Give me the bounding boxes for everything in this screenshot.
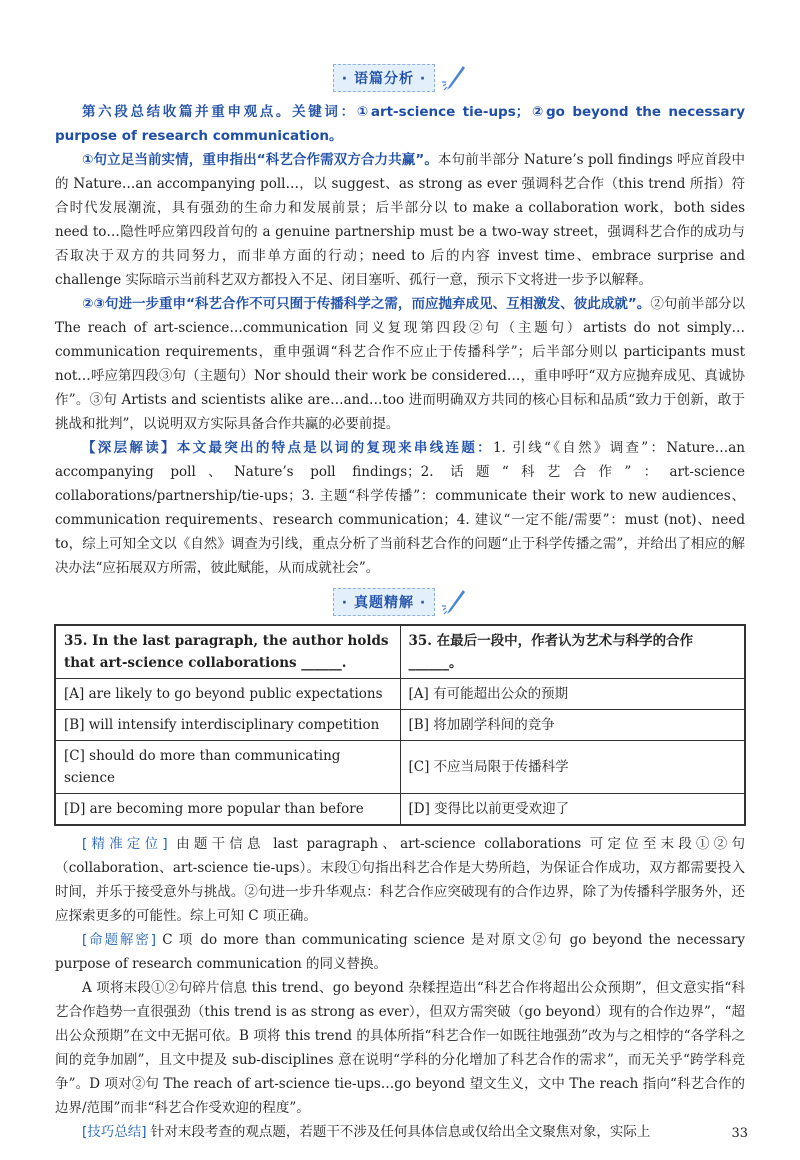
question-secret: [命题解密] C 项 do more than communicating science 是对原文②句 go beyond the necessary purpose of research communication 的同义替换。: [55, 932, 745, 972]
option-row: [D] are becoming more popular than before [D] 变得比以前更受欢迎了: [55, 794, 745, 826]
skill-summary: [技巧总结] 针对末段考查的观点题，若题干不涉及任何具体信息或仅给出全文聚焦对象，实际上: [82, 1124, 651, 1140]
section-heading-solution: [55, 586, 745, 618]
question-table: [54, 624, 746, 826]
precise-location: [精准定位] 由题干信息 last paragraph、art-science collaborations 可定位至末段①②句（collaboration、art-science tie-ups）。末段①句指出科艺合作是大势所趋，为保证合作成功，双方都需要投入时间，并乐于接受意外与挑战。②句进一步升华观点：科艺合作应突破现有的合作边界，除了为传播科学服务外，还应探索更多的可能性。综上可知 C 项正确。: [55, 836, 745, 924]
option-row: [A] are likely to go beyond public expectations [A] 有可能超出公众的预期: [55, 679, 745, 710]
option-row: [C] should do more than communicating science [C] 不应当局限于传播科学: [55, 741, 745, 794]
analysis-paragraph-2: ②③句进一步重申“科艺合作不可只囿于传播科学之需，而应抛弃成见、互相激发、彼此成就”。②句前半部分以 The reach of art-science…communication 同义复现第四段②句（主题句）artists do not simply…communication requirements，重申强调“科艺合作不应止于传播科学”；后半部分则以 participants must not…呼应第四段③句（主题句）Nor should their work be considered…，重申呼吁“双方应抛弃成见、真诚协作”。③句 Artists and scientists alike are…and…too 进而明确双方共同的核心目标和品质“致力于创新，敢于挑战和批判”，以说明双方实际具备合作共赢的必要前提。: [55, 296, 745, 432]
question-row: [55, 625, 745, 679]
analysis-intro: 第六段总结收篇并重申观点。关键词：①art-science tie-ups；②go beyond the necessary purpose of research communication。: [55, 104, 745, 144]
question-zh: 35. 在最后一段中，作者认为艺术与科学的合作______。: [400, 625, 745, 679]
pen-icon: [441, 588, 467, 616]
section-title: · 真题精解 ·: [333, 588, 435, 616]
page-number: 33: [731, 1126, 748, 1141]
page-content: [55, 60, 745, 1144]
question-en: 35. In the last paragraph, the author holds that art-science collaborations ______.: [55, 625, 400, 679]
analysis-paragraph-1: ①句立足当前实情，重申指出“科艺合作需双方合力共赢”。本句前半部分 Nature’s poll findings 呼应首段中的 Nature…an accompanying poll…，以 suggest、as strong as ever 强调科艺合作（this trend 所指）符合时代发展潮流，具有强劲的生命力和发展前景；后半部分以 to make a collaboration work，both sides need to…隐性呼应第四段首句的 a genuine partnership must be a two-way street，强调科艺合作的成功与否取决于双方的共同努力，而非单方面的行动；need to 后的内容 invest time、embrace surprise and challenge 实际暗示当前科艺双方都投入不足、闭目塞听、孤行一意，预示下文将进一步予以解释。: [55, 152, 745, 288]
wrong-options-analysis: A 项将末段①②句碎片信息 this trend、go beyond 杂糅捏造出“科艺合作将超出公众预期”，但文意实指“科艺合作趋势一直很强劲（this trend is as strong as ever），但双方需突破（go beyond）现有的合作边界”，“超出公众预期”在文中无据可依。B 项将 this trend 的具体所指“科艺合作一如既往地强劲”改为与之相悖的“各学科之间的竞争加剧”，且文中提及 sub-disciplines 意在说明“学科的分化增加了科艺合作的需求”，而无关乎“跨学科竞争”。D 项对②句 The reach of art-science tie-ups…go beyond 望文生义，文中 The reach 指向“科艺合作的边界/范围”而非“科艺合作受欢迎的程度”。: [55, 980, 745, 1116]
deep-reading: 【深层解读】本文最突出的特点是以词的复现来串线连题：1. 引线“《自然》调查”：Nature…an accompanying poll、Nature’s poll findings；2. 话题“科艺合作”：art-science collaborations/partnership/tie-ups；3. 主题“科学传播”：communicate their work to new audiences、communication requirements、research communication；4. 建议“一定不能/需要”：must (not)、need to，综上可知全文以《自然》调查为引线，重点分析了当前科艺合作的问题“止于科学传播之需”，并给出了相应的解决办法“应拓展双方所需，彼此赋能，从而成就社会”。: [55, 440, 745, 576]
section-title: · 语篇分析 ·: [333, 64, 435, 92]
section-heading-analysis: [55, 62, 745, 94]
option-row: [B] will intensify interdisciplinary competition [B] 将加剧学科间的竞争: [55, 710, 745, 741]
pen-icon: [441, 64, 467, 92]
